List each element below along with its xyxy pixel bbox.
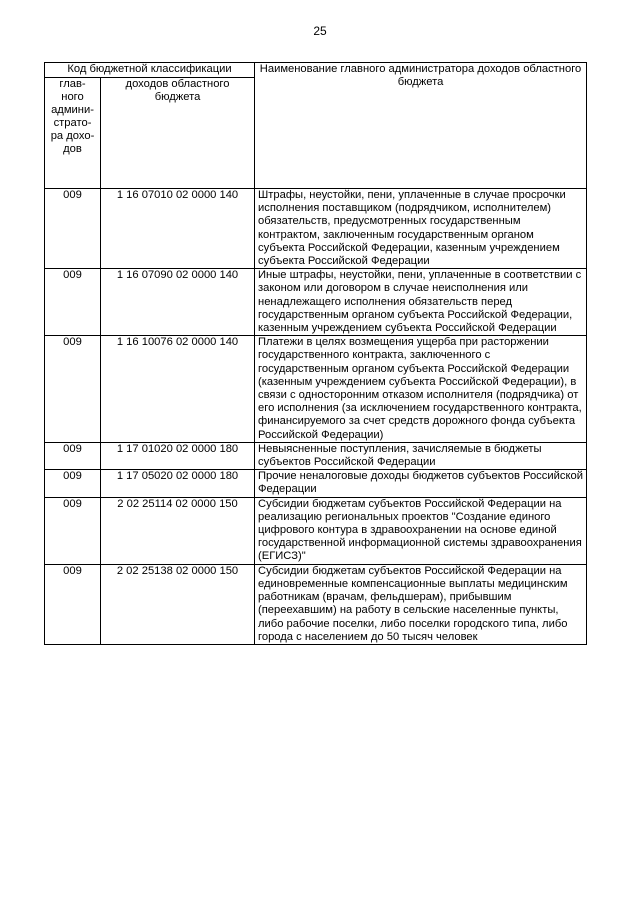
- income-code-cell: 1 16 10076 02 0000 140: [101, 336, 255, 443]
- admin-code-cell: 009: [45, 564, 101, 644]
- table-row: [45, 564, 587, 644]
- income-code-cell: 1 17 01020 02 0000 180: [101, 442, 255, 469]
- header-admin-line: дов: [63, 143, 82, 155]
- table-row: [45, 497, 587, 564]
- income-name-cell: Субсидии бюджетам субъектов Российской Федерации на реализацию региональных проектов "Создание единого цифрового контура в здравоохранении на основе единой государственной информационной системы здравоохранения (ЕГИСЗ)": [255, 497, 587, 564]
- admin-code-cell: 009: [45, 470, 101, 497]
- income-name-cell: Штрафы, неустойки, пени, уплаченные в случае просрочки исполнения поставщиком (подрядчиком, исполнителем) обязательств, предусмотренных государственным контрактом, заключенным государственным органом субъекта Российской Федерации, казенным учреждением субъекта Российской Федерации: [255, 189, 587, 269]
- header-admin-line: страто-: [53, 117, 92, 129]
- table-row: [45, 336, 587, 443]
- table-row: [45, 189, 587, 269]
- income-name-cell: Прочие неналоговые доходы бюджетов субъектов Российской Федерации: [255, 470, 587, 497]
- income-name-cell: Субсидии бюджетам субъектов Российской Федерации на единовременные компенсационные выплаты медицинским работникам (врачам, фельдшерам), прибывшим (переехавшим) на работу в сельские населенные пункты, либо рабочие поселки, либо поселки городского типа, либо города с населением до 50 тысяч человек: [255, 564, 587, 644]
- income-name-cell: Платежи в целях возмещения ущерба при расторжении государственного контракта, заключенного с государственным органом субъекта Российской Федерации (казенным учреждением субъекта Российской Федерации), в связи с односторонним отказом исполнителя (подрядчика) от его исполнения (за исключением государственного контракта, финансируемого за счет средств дорожного фонда субъекта Российской Федерации): [255, 336, 587, 443]
- table-row: [45, 269, 587, 336]
- header-admin-line: админи-: [51, 104, 94, 116]
- admin-code-cell: 009: [45, 497, 101, 564]
- admin-code-cell: 009: [45, 269, 101, 336]
- income-code-cell: 1 16 07010 02 0000 140: [101, 189, 255, 269]
- header-budget-classification-code: Код бюджетной классификации: [45, 63, 255, 78]
- header-regional-budget-income: доходов областного бюджета: [101, 78, 255, 189]
- header-administrator-name: Наименование главного администратора доходов областного бюджета: [255, 63, 587, 189]
- income-code-cell: 2 02 25114 02 0000 150: [101, 497, 255, 564]
- budget-classification-table: [44, 62, 587, 645]
- admin-code-cell: 009: [45, 336, 101, 443]
- admin-code-cell: 009: [45, 442, 101, 469]
- header-chief-administrator: [45, 78, 101, 189]
- table-row: [45, 442, 587, 469]
- income-code-cell: 1 16 07090 02 0000 140: [101, 269, 255, 336]
- admin-code-cell: 009: [45, 189, 101, 269]
- header-row-group: [45, 63, 587, 78]
- income-code-cell: 2 02 25138 02 0000 150: [101, 564, 255, 644]
- header-admin-line: ра дохо-: [50, 130, 95, 142]
- table-row: [45, 470, 587, 497]
- header-admin-line: глав-: [59, 78, 86, 90]
- income-name-cell: Невыясненные поступления, зачисляемые в бюджеты субъектов Российской Федерации: [255, 442, 587, 469]
- income-code-cell: 1 17 05020 02 0000 180: [101, 470, 255, 497]
- income-name-cell: Иные штрафы, неустойки, пени, уплаченные в соответствии с законом или договором в случае неисполнения или ненадлежащего исполнения обязательств перед государственным органом субъекта Российской Федерации, казенным учреждением субъекта Российской Федерации: [255, 269, 587, 336]
- page-number: 25: [313, 24, 327, 38]
- header-admin-line: ного: [61, 91, 84, 103]
